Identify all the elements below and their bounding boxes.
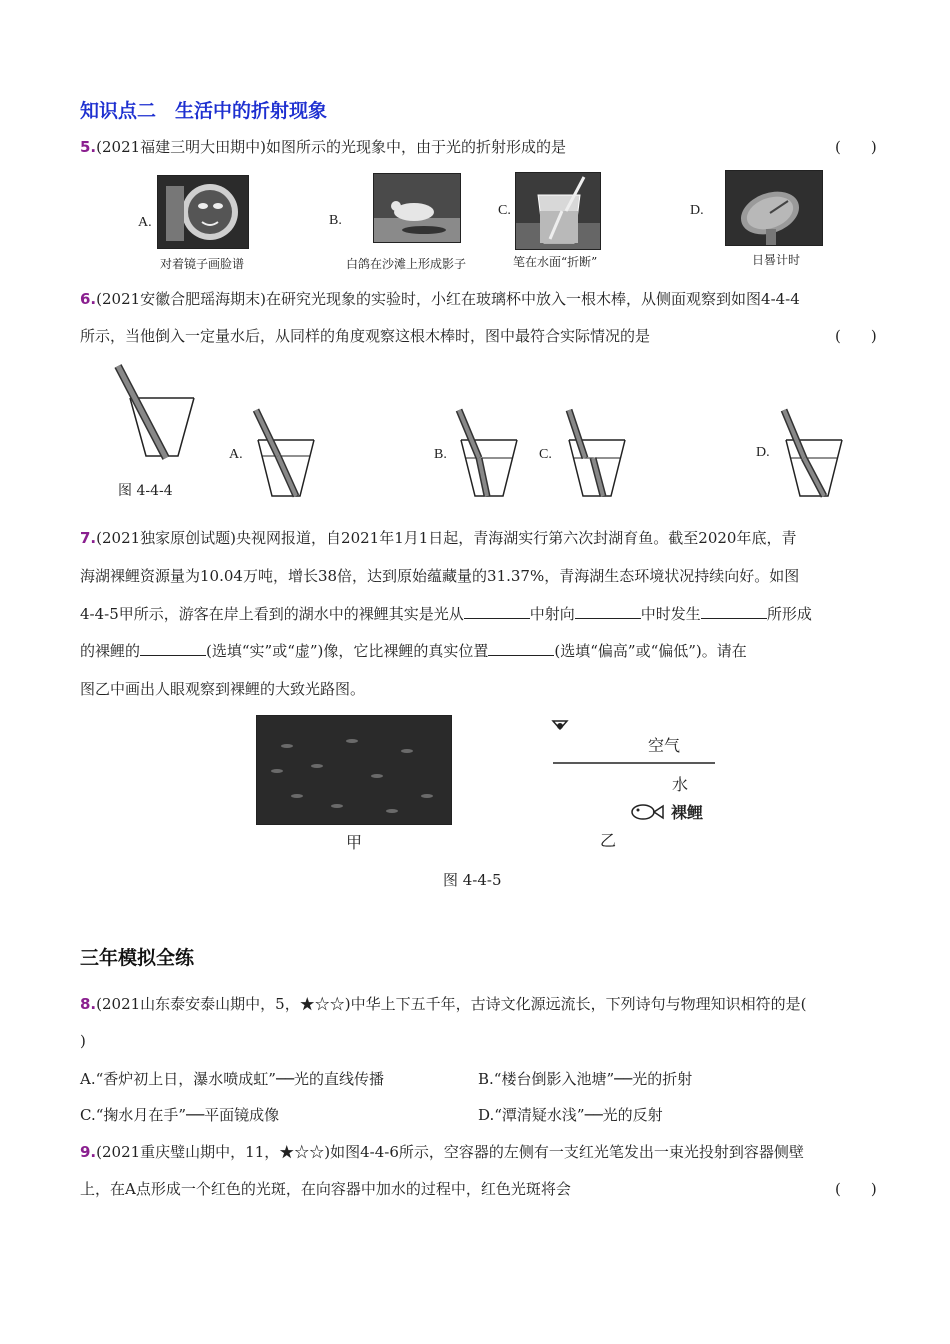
- question-number: 5.: [80, 138, 97, 156]
- option-label: A.: [138, 215, 152, 230]
- option-c: C.“掬水月在手”──平面镜成像: [80, 1106, 280, 1124]
- answer-blank[interactable]: [464, 604, 530, 619]
- text-segment: (选填“实”或“虚”)像，它比裸鲤的真实位置: [206, 642, 489, 660]
- option-caption: 对着镜子画脸谱: [160, 257, 245, 271]
- question-text: (2021福建三明大田期中)如图所示的光现象中，由于光的折射形成的是: [96, 138, 567, 156]
- answer-paren: ( ): [835, 138, 877, 156]
- option-a: A.“香炉初上日，瀑水喷成虹”──光的直线传播: [80, 1070, 385, 1088]
- lake-fish-photo: [256, 715, 452, 825]
- figure-label: 图 4-4-5: [443, 871, 502, 889]
- question-text-line: 海湖裸鲤资源量为10.04万吨，增长38倍，达到原始蕴藏量的31.37%，青海湖生态环境状况持续向好。如图: [80, 567, 800, 585]
- option-c-photo: [515, 172, 601, 250]
- figure-sub-label: 甲: [346, 833, 363, 852]
- text-segment: 中射向: [529, 605, 575, 623]
- question-text: (2021安徽合肥瑶海期末)在研究光现象的实验时，小红在玻璃杯中放入一根木棒，从侧面观察到如图4-4-4: [96, 290, 800, 308]
- option-label: B.: [329, 213, 342, 228]
- figure-label: 图 4-4-4: [118, 483, 173, 499]
- answer-paren-close: ): [80, 1032, 86, 1050]
- dove-shadow-image: [374, 174, 460, 242]
- option-d-cup: [780, 408, 860, 498]
- answer-paren: ( ): [835, 1180, 877, 1198]
- question-6: [80, 288, 800, 310]
- option-label: D.: [690, 203, 704, 218]
- question-number: 6.: [80, 290, 97, 308]
- option-caption: 日晷计时: [752, 253, 801, 267]
- mirror-face-image: [158, 176, 248, 248]
- text-segment: 4-4-5甲所示，游客在岸上看到的湖水中的裸鲤其实是光从: [80, 605, 464, 623]
- option-b-cup: [455, 408, 535, 498]
- option-label: B.: [434, 447, 447, 462]
- answer-blank[interactable]: [575, 604, 641, 619]
- question-number: 8.: [80, 995, 97, 1013]
- option-d: D.“潭清疑水浅”──光的反射: [478, 1106, 663, 1124]
- question-number: 9.: [80, 1143, 97, 1161]
- option-label: C.: [498, 203, 511, 218]
- sundial-image: [726, 171, 822, 245]
- option-caption: 白鸽在沙滩上形成影子: [346, 257, 467, 271]
- text-segment: 所形成: [766, 605, 812, 623]
- question-text-line: [80, 603, 812, 625]
- question-text-line: 所示，当他倒入一定量水后，从同样的角度观察这根木棒时，图中最符合实际情况的是: [80, 327, 651, 345]
- light-path-diagram: [545, 715, 745, 835]
- question-text-line: 上，在A点形成一个红色的光斑，在向容器中加水的过程中，红色光斑将会: [80, 1180, 571, 1198]
- section-title: 三年模拟全练: [80, 947, 195, 969]
- option-d-photo: [725, 170, 823, 246]
- option-label: A.: [229, 447, 243, 462]
- figure-cup-original: [108, 360, 208, 460]
- water-label: 水: [672, 775, 689, 794]
- air-label: 空气: [648, 736, 681, 755]
- question-number: 7.: [80, 529, 97, 547]
- question-text-line: [80, 640, 747, 662]
- answer-blank[interactable]: [488, 641, 554, 656]
- option-a-cup: [252, 408, 332, 498]
- option-b-photo: [373, 173, 461, 243]
- option-c-cup: [563, 408, 643, 498]
- question-5: [80, 136, 566, 158]
- question-8: [80, 993, 806, 1015]
- question-text-line: 图乙中画出人眼观察到裸鲤的大致光路图。: [80, 680, 366, 698]
- pen-in-water-image: [516, 173, 600, 249]
- question-text: (2021山东泰安泰山期中，5，★☆☆)中华上下五千年，古诗文化源远流长，下列诗句与物理知识相符的是(: [96, 995, 807, 1013]
- figure-sub-label: 乙: [600, 831, 617, 850]
- fish-school-image: [257, 716, 451, 824]
- option-label: D.: [756, 445, 770, 460]
- option-label: C.: [539, 447, 552, 462]
- text-segment: 中时发生: [640, 605, 701, 623]
- text-segment: (选填“偏高”或“偏低”)。请在: [554, 642, 747, 660]
- question-text: (2021独家原创试题)央视网报道，自2021年1月1日起，青海湖实行第六次封湖育鱼。截至2020年底，青: [96, 529, 797, 547]
- answer-paren: ( ): [835, 327, 877, 345]
- section-title: 知识点二 生活中的折射现象: [80, 100, 328, 122]
- question-7: [80, 527, 796, 549]
- option-a-photo: [157, 175, 249, 249]
- fish-label: 裸鲤: [671, 803, 704, 822]
- question-text: (2021重庆璧山期中，11，★☆☆)如图4-4-6所示，空容器的左侧有一支红光笔发出一束光投射到容器侧壁: [96, 1143, 804, 1161]
- option-b: B.“楼台倒影入池塘”──光的折射: [478, 1070, 693, 1088]
- answer-blank[interactable]: [140, 641, 206, 656]
- option-caption: 笔在水面“折断”: [513, 255, 598, 269]
- text-segment: 的裸鲤的: [80, 642, 141, 660]
- answer-blank[interactable]: [701, 604, 767, 619]
- question-9: [80, 1141, 804, 1163]
